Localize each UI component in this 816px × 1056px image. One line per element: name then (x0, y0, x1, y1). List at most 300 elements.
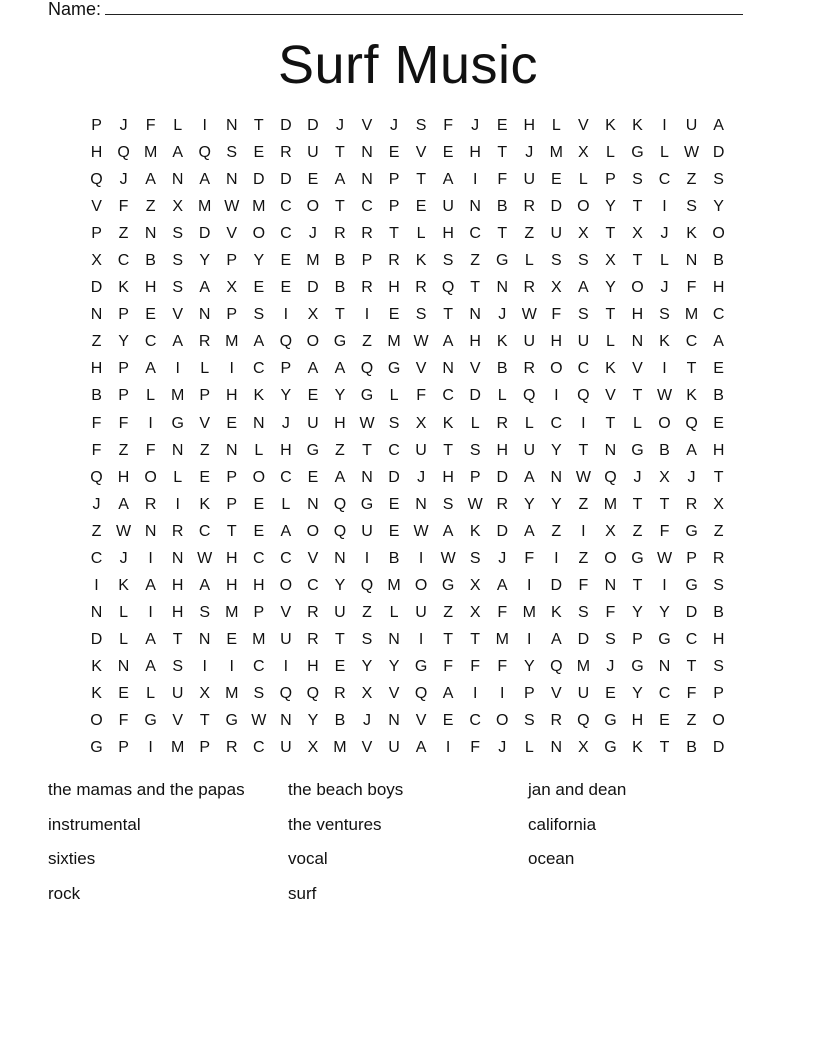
grid-letter: S (361, 630, 373, 648)
grid-row (83, 680, 732, 707)
page-title: Surf Music (277, 35, 539, 95)
grid-letter: V (199, 414, 211, 432)
grid-letter: Q (577, 712, 590, 730)
grid-letter: N (144, 522, 157, 540)
grid-letter: Q (685, 414, 698, 432)
grid-letter: M (252, 198, 266, 216)
grid-letter: P (469, 468, 481, 486)
grid-letter: L (524, 414, 534, 432)
grid-letter: U (415, 441, 427, 459)
grid-letter: S (686, 198, 697, 216)
grid-letter: P (632, 630, 643, 648)
grid-letter: B (713, 252, 724, 270)
grid-letter: T (443, 630, 454, 648)
grid-letter: U (334, 603, 346, 621)
grid-letter: Q (441, 279, 455, 297)
grid-letter: E (307, 171, 319, 189)
grid-letter: Z (91, 522, 102, 540)
grid-letter: C (90, 549, 103, 567)
grid-letter: S (713, 657, 724, 675)
grid-letter: I (527, 576, 532, 594)
grid-letter: I (472, 171, 478, 189)
grid-letter: I (364, 306, 370, 324)
grid-letter: O (252, 468, 266, 486)
grid-letter: N (496, 279, 508, 297)
grid-letter: L (633, 414, 642, 432)
grid-letter: C (685, 333, 698, 351)
grid-letter: Y (307, 712, 319, 730)
grid-letter: J (417, 468, 426, 486)
grid-letter: P (226, 495, 238, 513)
grid-letter: G (360, 387, 374, 405)
grid-letter: S (713, 171, 724, 189)
grid-letter: T (253, 117, 264, 135)
grid-letter: N (415, 495, 427, 513)
grid-letter: J (633, 468, 642, 486)
grid-letter: Y (334, 387, 346, 405)
grid-letter: O (712, 712, 725, 730)
grid-letter: R (307, 630, 319, 648)
name-field (48, 0, 743, 20)
grid-letter: K (253, 387, 265, 405)
grid-letter: T (199, 712, 210, 730)
grid-letter: W (575, 468, 591, 486)
grid-letter: P (118, 306, 129, 324)
grid-letter: M (387, 576, 401, 594)
grid-letter: K (415, 252, 427, 270)
grid-letter: J (498, 306, 507, 324)
grid-letter: T (632, 387, 643, 405)
grid-letter: I (527, 630, 532, 648)
grid-letter: H (171, 603, 184, 621)
grid-letter: B (496, 198, 508, 216)
grid-letter: V (605, 387, 616, 405)
grid-letter: T (416, 171, 426, 189)
grid-row (83, 491, 732, 518)
grid-letter: R (712, 549, 725, 567)
grid-letter: X (199, 685, 211, 702)
grid-letter: A (686, 441, 697, 459)
grid-letter: U (523, 171, 536, 189)
grid-letter: A (307, 360, 319, 378)
grid-letter: P (91, 117, 102, 135)
grid-letter: D (712, 144, 725, 162)
grid-letter: E (226, 414, 238, 432)
grid-letter: X (550, 279, 562, 297)
grid-letter: A (172, 144, 183, 162)
grid-letter: C (577, 360, 590, 378)
grid-letter: H (442, 468, 454, 486)
grid-letter: W (197, 549, 213, 567)
grid-row (83, 382, 732, 409)
grid-letter: T (335, 144, 345, 162)
grid-letter: T (226, 522, 237, 540)
grid-letter: H (712, 441, 725, 459)
grid-letter: V (415, 144, 427, 162)
grid-letter: Y (118, 333, 129, 351)
grid-row (83, 274, 732, 301)
grid-letter: O (604, 549, 617, 567)
grid-letter: V (91, 198, 102, 216)
grid-letter: H (523, 117, 536, 135)
grid-letter: D (496, 468, 508, 486)
grid-letter: L (200, 360, 210, 378)
grid-letter: T (632, 198, 643, 216)
grid-letter: T (632, 495, 643, 513)
grid-letter: E (713, 414, 724, 432)
grid-letter: R (144, 495, 157, 513)
grid-letter: Y (632, 685, 643, 702)
grid-letter: U (685, 117, 698, 135)
grid-letter: D (496, 522, 508, 540)
grid-letter: U (361, 522, 373, 540)
grid-letter: O (252, 225, 266, 243)
grid-letter: N (225, 117, 238, 135)
grid-letter: Y (199, 252, 211, 270)
grid-letter: Q (90, 171, 103, 189)
grid-letter: F (659, 522, 670, 540)
grid-letter: A (334, 360, 346, 378)
grid-letter: L (146, 387, 156, 405)
grid-letter: F (118, 712, 129, 730)
grid-letter: T (443, 306, 454, 324)
grid-letter: H (117, 468, 130, 486)
grid-letter: M (495, 630, 509, 648)
grid-letter: F (686, 279, 697, 297)
grid-letter: I (662, 117, 667, 135)
grid-letter: Q (117, 144, 130, 162)
grid-letter: A (442, 333, 454, 351)
grid-letter: N (307, 495, 319, 513)
grid-letter: S (253, 685, 265, 702)
grid-letter: Y (605, 279, 616, 297)
grid-letter: W (413, 522, 429, 540)
grid-letter: I (148, 414, 153, 432)
word-list-item: surf (288, 884, 317, 904)
grid-letter: J (119, 117, 128, 135)
grid-letter: L (578, 171, 588, 189)
grid-letter: L (281, 495, 291, 513)
grid-letter: A (172, 333, 183, 351)
grid-letter: Y (632, 603, 643, 621)
grid-letter: S (550, 252, 562, 270)
grid-letter: N (225, 441, 238, 459)
grid-letter: S (469, 549, 481, 567)
word-list-item: california (528, 814, 597, 834)
grid-letter: M (198, 198, 212, 216)
grid-letter: I (500, 685, 505, 702)
word-list-item: ocean (528, 849, 575, 869)
grid-letter: C (307, 576, 319, 594)
grid-letter: B (388, 549, 400, 567)
grid-letter: X (226, 279, 238, 297)
grid-letter: Q (577, 387, 590, 405)
grid-letter: I (283, 657, 289, 675)
grid-letter: S (415, 306, 427, 324)
grid-letter: C (658, 171, 671, 189)
grid-letter: S (172, 252, 183, 270)
grid-letter: K (469, 522, 481, 540)
grid-row (83, 626, 732, 653)
grid-letter: Y (713, 198, 724, 216)
grid-letter: L (605, 144, 615, 162)
grid-letter: I (472, 685, 478, 702)
grid-letter: F (497, 657, 508, 675)
grid-letter: A (442, 171, 454, 189)
grid-letter: R (685, 495, 698, 513)
grid-letter: C (685, 630, 698, 648)
grid-letter: J (471, 117, 480, 135)
grid-letter: A (118, 495, 129, 513)
grid-letter: P (91, 225, 102, 243)
word-list (48, 777, 768, 916)
grid-letter: F (497, 603, 508, 621)
grid-letter: B (713, 387, 724, 405)
grid-letter: W (413, 333, 429, 351)
grid-letter: S (659, 306, 670, 324)
grid-letter: O (496, 712, 509, 730)
grid-letter: N (685, 252, 698, 270)
grid-letter: R (415, 279, 427, 297)
grid-letter: A (145, 171, 156, 189)
grid-letter: C (469, 225, 481, 243)
grid-letter: H (631, 712, 644, 730)
grid-letter: D (198, 225, 211, 243)
grid-letter: I (418, 549, 424, 567)
grid-letter: E (226, 630, 238, 648)
grid-letter: P (605, 171, 616, 189)
grid-letter: X (578, 225, 589, 243)
grid-letter: T (605, 225, 616, 243)
grid-letter: U (523, 441, 536, 459)
grid-letter: D (388, 468, 400, 486)
grid-letter: Z (118, 225, 129, 243)
grid-letter: I (175, 495, 180, 513)
grid-letter: I (229, 360, 234, 378)
grid-row (83, 572, 732, 599)
grid-letter: Z (145, 198, 156, 216)
grid-letter: J (362, 712, 371, 730)
grid-letter: F (524, 549, 535, 567)
grid-letter: Z (713, 522, 724, 540)
grid-letter: N (334, 549, 346, 567)
grid-letter: F (443, 657, 454, 675)
grid-letter: N (550, 739, 563, 757)
grid-letter: L (551, 117, 561, 135)
grid-letter: U (442, 198, 454, 216)
grid-letter: C (469, 712, 481, 730)
grid-letter: O (577, 198, 590, 216)
grid-letter: P (199, 739, 211, 757)
grid-letter: Z (470, 252, 481, 270)
grid-letter: X (307, 306, 319, 324)
grid-letter: C (253, 739, 265, 757)
word-list-item: rock (48, 884, 81, 904)
grid-letter: U (280, 630, 292, 648)
grid-letter: S (578, 603, 589, 621)
grid-letter: C (280, 549, 292, 567)
grid-letter: G (144, 712, 157, 730)
grid-letter: S (199, 603, 211, 621)
grid-letter: G (685, 522, 698, 540)
grid-letter: R (361, 279, 373, 297)
grid-letter: D (712, 739, 725, 757)
grid-letter: Y (659, 603, 670, 621)
grid-letter: I (148, 739, 153, 757)
grid-letter: S (578, 252, 589, 270)
word-list-row (48, 846, 768, 881)
grid-letter: C (712, 306, 725, 324)
grid-letter: K (632, 117, 643, 135)
grid-letter: B (713, 603, 724, 621)
grid-letter: N (171, 441, 184, 459)
grid-letter: O (144, 468, 157, 486)
grid-letter: E (388, 495, 400, 513)
grid-letter: Z (362, 333, 372, 351)
grid-letter: R (280, 144, 292, 162)
grid-letter: N (604, 576, 617, 594)
grid-letter: N (469, 306, 481, 324)
grid-letter: J (687, 468, 696, 486)
grid-letter: T (497, 144, 508, 162)
grid-letter: D (280, 117, 292, 135)
grid-letter: H (334, 414, 346, 432)
grid-letter: V (280, 603, 292, 621)
grid-letter: L (660, 144, 669, 162)
grid-letter: V (226, 225, 238, 243)
grid-letter: V (361, 117, 373, 135)
grid-letter: T (659, 739, 670, 757)
grid-letter: U (415, 603, 427, 621)
grid-letter: S (253, 306, 265, 324)
word-list-item: jan and dean (528, 780, 627, 799)
grid-letter: O (658, 414, 671, 432)
grid-letter: G (387, 360, 401, 378)
grid-letter: F (118, 198, 129, 216)
grid-letter: T (632, 252, 643, 270)
grid-letter: S (172, 657, 183, 675)
grid-letter: F (443, 117, 454, 135)
grid-letter: C (280, 198, 292, 216)
grid-letter: I (229, 657, 234, 675)
grid-letter: E (388, 306, 400, 324)
grid-letter: A (145, 360, 156, 378)
grid-letter: T (497, 225, 508, 243)
word-list-item: the ventures (288, 814, 382, 834)
grid-letter: N (361, 468, 373, 486)
grid-letter: I (662, 576, 667, 594)
grid-letter: K (632, 739, 643, 757)
grid-letter: Q (414, 685, 428, 702)
grid-letter: J (390, 117, 399, 135)
grid-letter: A (253, 333, 265, 351)
grid-letter: R (198, 333, 211, 351)
grid-letter: D (280, 171, 292, 189)
grid-letter: G (496, 252, 509, 270)
grid-row (83, 112, 732, 139)
grid-letter: D (90, 279, 103, 297)
grid-letter: T (686, 360, 697, 378)
grid-letter: A (199, 576, 211, 594)
grid-letter: A (280, 522, 292, 540)
grid-letter: W (684, 144, 700, 162)
grid-letter: V (632, 360, 643, 378)
grid-letter: P (226, 306, 238, 324)
grid-letter: P (686, 549, 697, 567)
grid-letter: C (253, 549, 265, 567)
grid-letter: N (442, 360, 454, 378)
grid-letter: M (225, 603, 239, 621)
grid-letter: A (199, 279, 211, 297)
grid-letter: T (172, 630, 183, 648)
grid-letter: S (632, 171, 643, 189)
grid-letter: W (359, 414, 375, 432)
grid-letter: R (523, 198, 536, 216)
grid-letter: N (631, 333, 644, 351)
grid-letter: Z (686, 712, 697, 730)
grid-letter: X (172, 198, 183, 216)
grid-letter: O (279, 576, 293, 594)
grid-letter: D (550, 576, 563, 594)
grid-letter: A (496, 576, 508, 594)
grid-letter: Z (686, 171, 697, 189)
grid-letter: D (90, 630, 103, 648)
grid-letter: R (334, 225, 346, 243)
grid-row (83, 707, 732, 734)
grid-letter: M (522, 603, 536, 621)
grid-letter: I (554, 549, 559, 567)
grid-letter: D (307, 117, 319, 135)
grid-letter: V (469, 360, 481, 378)
grid-letter: E (334, 657, 346, 675)
grid-letter: W (656, 387, 673, 405)
grid-letter: G (631, 657, 644, 675)
grid-letter: V (388, 685, 400, 702)
grid-letter: Q (198, 144, 211, 162)
grid-letter: G (441, 576, 455, 594)
grid-letter: H (388, 279, 400, 297)
grid-letter: E (415, 198, 427, 216)
grid-letter: G (604, 739, 617, 757)
grid-letter: J (119, 171, 128, 189)
grid-letter: C (253, 360, 265, 378)
grid-letter: T (686, 657, 697, 675)
grid-letter: N (117, 657, 130, 675)
grid-letter: P (280, 360, 292, 378)
grid-letter: A (523, 468, 535, 486)
grid-letter: U (550, 225, 563, 243)
grid-letter: Y (523, 657, 535, 675)
grid-letter: G (604, 712, 617, 730)
grid-letter: Y (550, 495, 562, 513)
grid-letter: Y (388, 657, 400, 675)
grid-letter: Q (360, 576, 374, 594)
grid-letter: K (91, 685, 102, 702)
grid-letter: R (334, 685, 346, 702)
grid-letter: W (467, 495, 483, 513)
grid-letter: R (388, 252, 400, 270)
grid-letter: I (283, 306, 289, 324)
grid-letter: N (469, 198, 481, 216)
word-list-item: vocal (288, 849, 328, 869)
grid-letter: H (144, 279, 157, 297)
grid-letter: S (172, 279, 183, 297)
grid-letter: F (470, 657, 481, 675)
name-label: Name: (48, 0, 102, 19)
grid-letter: N (604, 441, 617, 459)
grid-letter: N (90, 603, 103, 621)
grid-letter: U (307, 414, 319, 432)
